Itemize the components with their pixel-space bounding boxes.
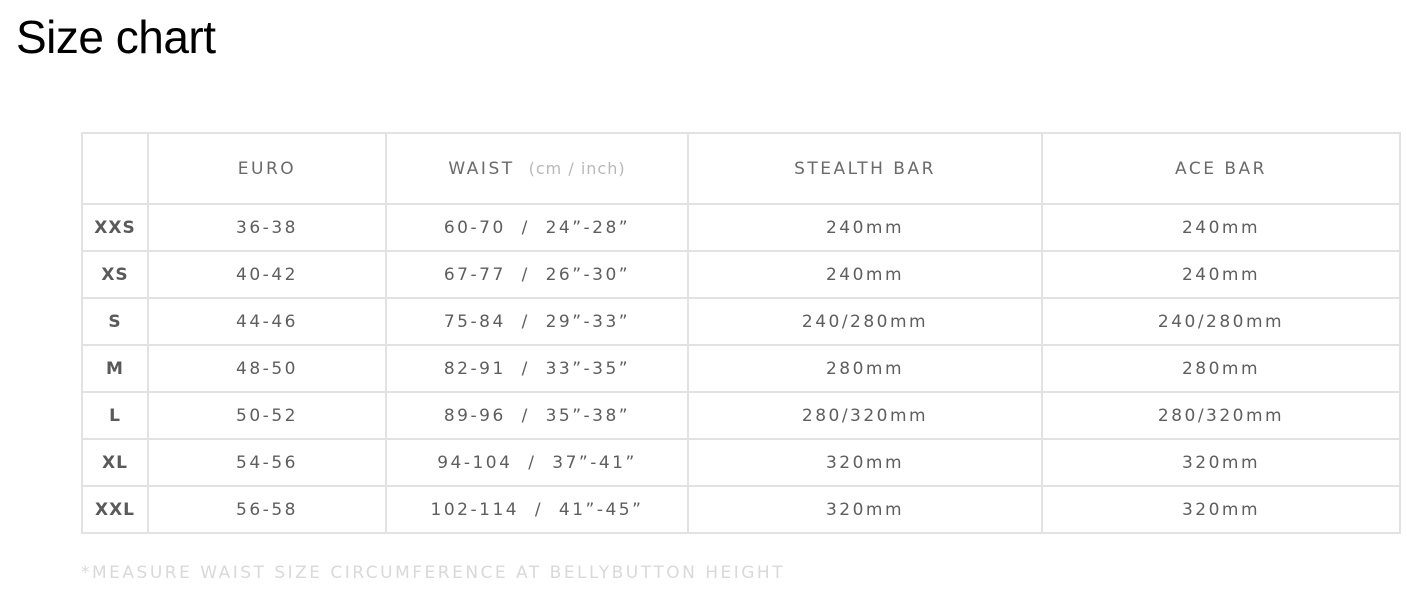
ace-bar-cell: 320mm [1042,486,1400,533]
waist-cell: 102-114 / 41”-45” [386,486,688,533]
table-row [82,251,1400,298]
table-row [82,298,1400,345]
table-row [82,486,1400,533]
size-cell: XL [82,439,148,486]
waist-cell: 75-84 / 29”-33” [386,298,688,345]
ace-bar-cell: 320mm [1042,439,1400,486]
table-row [82,439,1400,486]
stealth-bar-cell: 320mm [688,439,1042,486]
stealth-bar-cell: 280mm [688,345,1042,392]
header-stealth-bar: STEALTH BAR [688,133,1042,204]
ace-bar-cell: 280/320mm [1042,392,1400,439]
header-euro: EURO [148,133,386,204]
header-waist-label: WAIST [448,158,515,179]
euro-cell: 44-46 [148,298,386,345]
waist-cell: 67-77 / 26”-30” [386,251,688,298]
ace-bar-cell: 280mm [1042,345,1400,392]
size-cell: XS [82,251,148,298]
size-cell: S [82,298,148,345]
stealth-bar-cell: 240mm [688,251,1042,298]
stealth-bar-cell: 240/280mm [688,298,1042,345]
ace-bar-cell: 240/280mm [1042,298,1400,345]
table-row [82,345,1400,392]
table-header-row [82,133,1400,204]
waist-cell: 82-91 / 33”-35” [386,345,688,392]
size-cell: M [82,345,148,392]
header-ace-bar: ACE BAR [1042,133,1400,204]
header-waist [386,133,688,204]
size-cell: XXS [82,204,148,251]
euro-cell: 54-56 [148,439,386,486]
stealth-bar-cell: 240mm [688,204,1042,251]
footnote: *MEASURE WAIST SIZE CIRCUMFERENCE AT BELLYBUTTON HEIGHT [81,563,786,583]
euro-cell: 40-42 [148,251,386,298]
ace-bar-cell: 240mm [1042,251,1400,298]
header-waist-unit: (cm / inch) [528,158,626,178]
waist-cell: 94-104 / 37”-41” [386,439,688,486]
euro-cell: 48-50 [148,345,386,392]
euro-cell: 50-52 [148,392,386,439]
size-chart-table [81,132,1401,534]
page-title: Size chart [16,11,216,63]
waist-cell: 89-96 / 35”-38” [386,392,688,439]
table-row [82,392,1400,439]
stealth-bar-cell: 280/320mm [688,392,1042,439]
euro-cell: 36-38 [148,204,386,251]
ace-bar-cell: 240mm [1042,204,1400,251]
stealth-bar-cell: 320mm [688,486,1042,533]
table-row [82,204,1400,251]
header-size [82,133,148,204]
size-cell: XXL [82,486,148,533]
size-cell: L [82,392,148,439]
euro-cell: 56-58 [148,486,386,533]
waist-cell: 60-70 / 24”-28” [386,204,688,251]
